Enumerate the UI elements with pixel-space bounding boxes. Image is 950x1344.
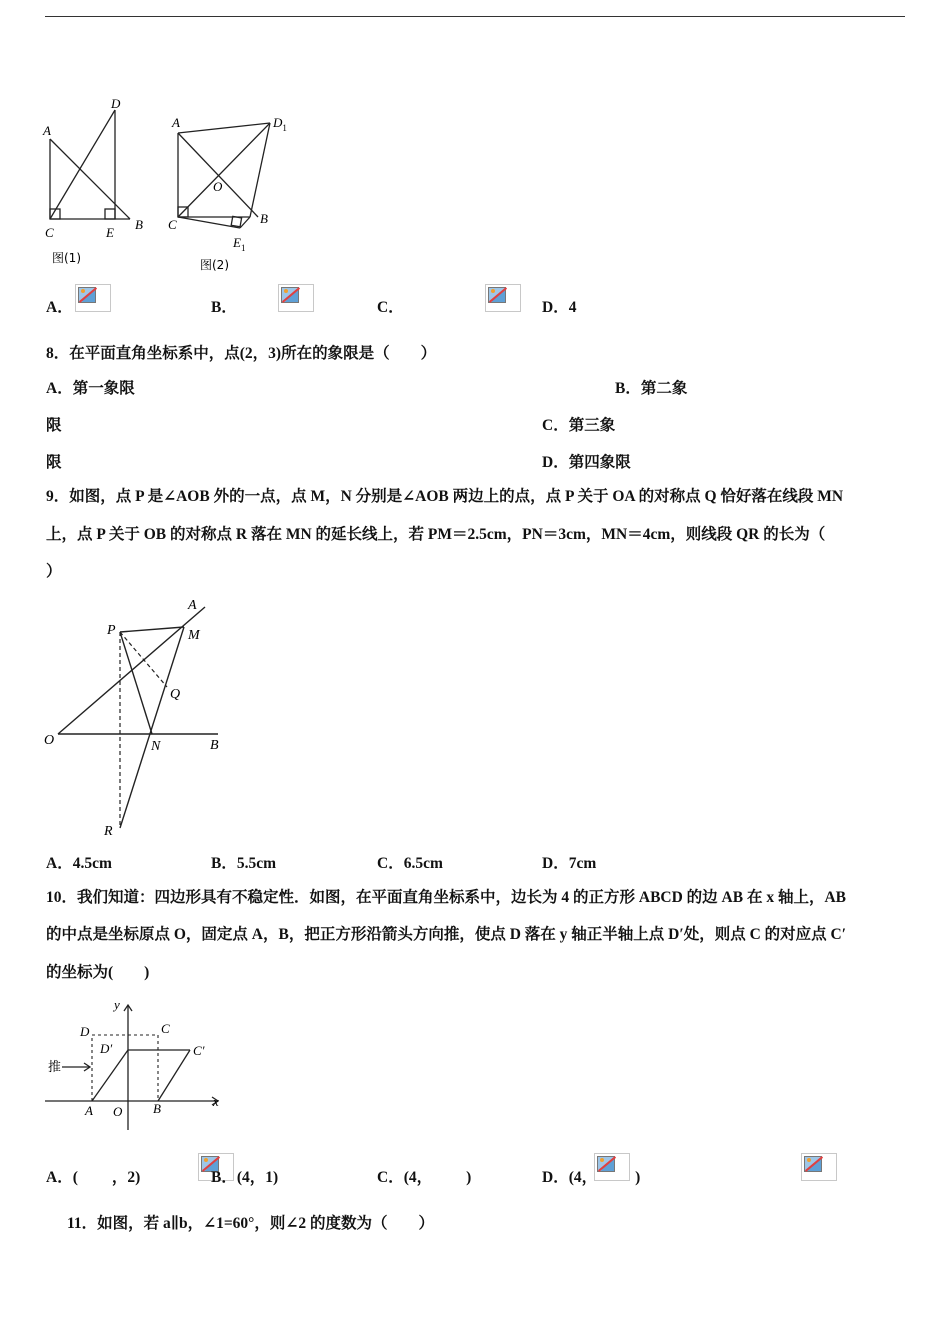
fig2-label-b: B [260,211,268,226]
q10-label-cp: C′ [193,1043,205,1058]
q10-line2: 的中点是坐标原点 O，固定点 A，B，把正方形沿箭头方向推，使点 D 落在 y 轴正半轴上点 D′处，则点 C 的对应点 C′ [46,926,847,943]
q9-label-q: Q [170,687,181,702]
q8-option-b: B．第二象 [615,380,688,397]
fig1-label-c: C [45,225,54,240]
q7-option-a: A． [46,299,73,316]
fig2-label-o: O [213,179,223,194]
q10-line3: 的坐标为( ) [46,964,150,981]
fig2-label-e1: $E_1$ [233,235,246,253]
fig1-label-b: B [135,217,143,232]
q9-label-n: N [151,739,161,754]
q9-line3: ） [46,563,62,580]
q8-option-d: D．第四象限 [542,454,631,471]
q10-line1: 10．我们知道：四边形具有不稳定性．如图，在平面直角坐标系中，边长为 4 的正方形 ABCD 的边 AB 在 x 轴上，AB [46,889,846,906]
q10-label-o: O [113,1104,123,1119]
q9-label-p: P [107,623,116,638]
q9-label-r: R [104,824,113,839]
q9-label-m: M [188,628,200,643]
q9-line2: 上，点 P 关于 OB 的对称点 R 落在 MN 的延长线上，若 PM＝2.5cm，PN＝3cm，MN＝4cm，则线段 QR 的长为（ [46,526,826,543]
q7-option-d: D．4 [542,299,577,316]
q10-label-push: 推 [48,1060,62,1075]
figure-1 [50,110,130,219]
fig1-caption: 图(1) [52,251,81,265]
q10-label-y: y [114,997,120,1012]
broken-image-icon [278,284,314,312]
q10-label-dp: D′ [100,1041,113,1056]
q10-option-d: D．(4， ) [542,1169,641,1186]
fig1-label-d: D [111,96,121,111]
q10-label-c: C [161,1021,170,1036]
q9-figure [40,592,240,847]
q7-option-b: B． [211,299,237,316]
q10-option-c: C．(4， ) [377,1169,472,1186]
q10-label-x: x [213,1094,219,1109]
q9-option-c: C．6.5cm [377,855,443,872]
q8-stem: 8．在平面直角坐标系中，点(2，3)所在的象限是（ ） [46,345,437,362]
q8-line3-left: 限 [46,454,62,471]
fig2-label-a: A [172,115,180,130]
fig2-label-d1: $D_1$ [273,115,287,133]
broken-image-icon [801,1153,837,1181]
header-rule [45,16,905,17]
q9-line1: 9．如图，点 P 是∠AOB 外的一点，点 M，N 分别是∠AOB 两边上的点，点 P 关于 OA 的对称点 Q 恰好落在线段 MN [46,488,844,505]
fig1-label-a: A [43,123,51,138]
q10-option-b: B．(4，1) [211,1169,279,1186]
q9-option-b: B．5.5cm [211,855,277,872]
q8-option-c: C．第三象 [542,417,616,434]
q9-label-o: O [44,733,55,748]
q9-label-a: A [188,598,197,613]
q7-option-c: C． [377,299,404,316]
q10-figure [40,995,230,1140]
q9-label-b: B [210,738,219,753]
q7-figures [40,95,300,275]
q9-option-d: D．7cm [542,855,597,872]
q10-label-a: A [85,1103,93,1118]
q8-option-a: A．第一象限 [46,380,135,397]
broken-image-icon [75,284,111,312]
q8-line2-left: 限 [46,417,62,434]
figure-2 [178,123,270,228]
q11-stem: 11．如图，若 a∥b，∠1=60°，则∠2 的度数为（ ） [67,1215,434,1232]
fig1-label-e: E [106,225,114,240]
q10-label-d: D [80,1024,90,1039]
fig2-caption: 图(2) [200,258,229,272]
fig2-label-c: C [168,217,177,232]
q9-option-a: A．4.5cm [46,855,112,872]
q10-option-a: A．( ，2) [46,1169,141,1186]
q10-label-b: B [153,1101,161,1116]
broken-image-icon [485,284,521,312]
